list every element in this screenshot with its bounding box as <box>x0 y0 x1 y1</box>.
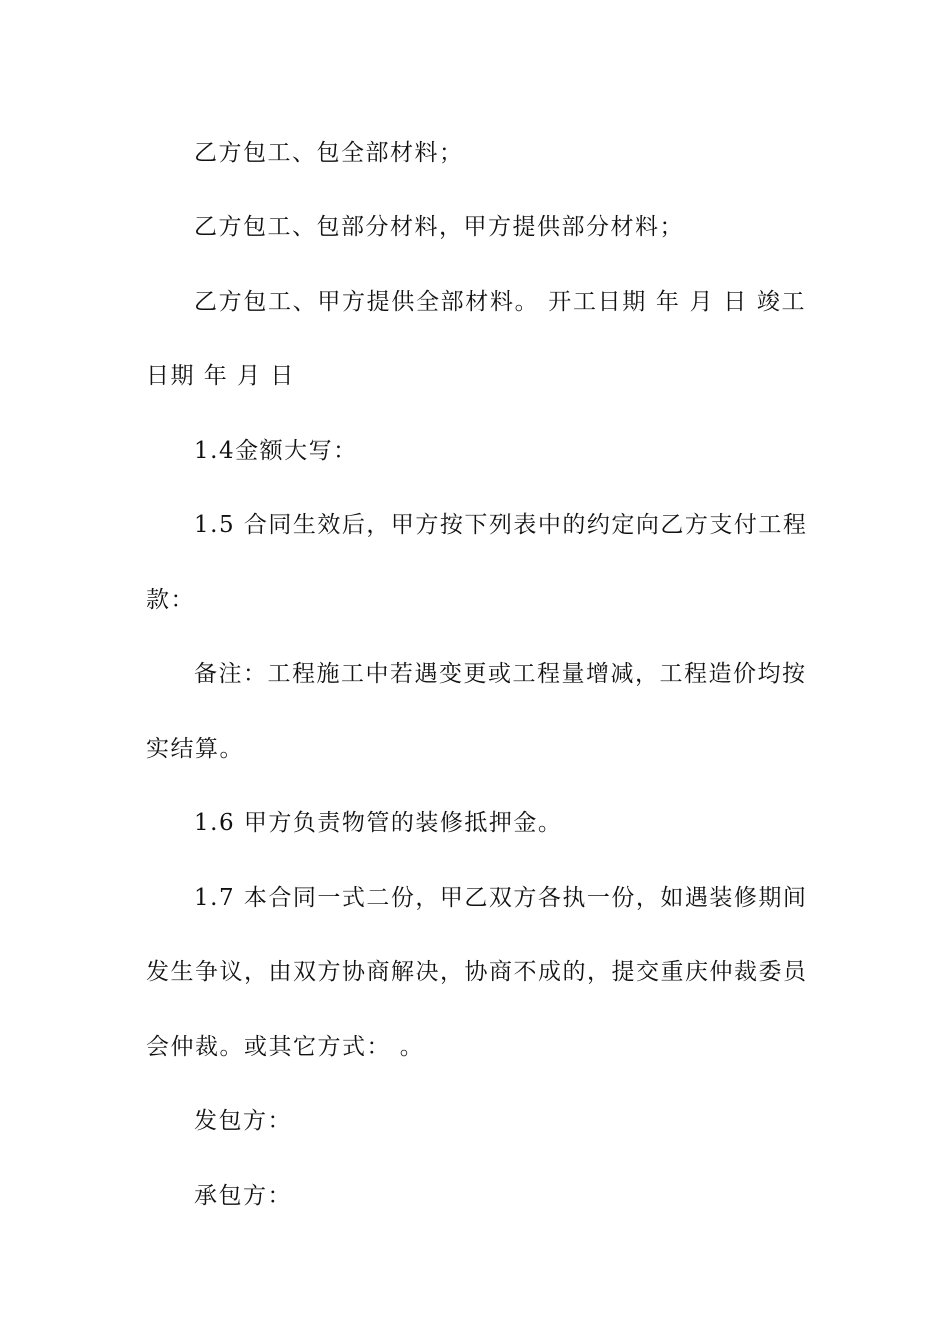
text-line-remark-cont: 实结算。 <box>146 736 244 762</box>
text-line-arbitration: 会仲裁。或其它方式： 。 <box>146 1034 425 1060</box>
text-line-amount-capital: 1.4金额大写： <box>194 438 358 464</box>
text-line-dispute: 发生争议，由双方协商解决，协商不成的，提交重庆仲裁委员 <box>146 959 808 985</box>
text-line-contractor-partial-materials: 乙方包工、包部分材料，甲方提供部分材料； <box>194 214 684 240</box>
text-line-contractor-label: 承包方： <box>194 1183 292 1209</box>
text-line-copies: 1.7 本合同一式二份，甲乙双方各执一份，如遇装修期间 <box>194 885 808 911</box>
text-line-payment-terms: 1.5 合同生效后，甲方按下列表中的约定向乙方支付工程 <box>194 512 808 538</box>
text-line-client-full-materials: 乙方包工、甲方提供全部材料。 开工日期 年 月 日 竣工 <box>194 289 806 315</box>
text-line-contractor-full-materials: 乙方包工、包全部材料； <box>194 140 464 166</box>
text-line-deposit: 1.6 甲方负责物管的装修抵押金。 <box>194 810 563 836</box>
text-line-employer-label: 发包方： <box>194 1108 292 1134</box>
text-line-remark: 备注：工程施工中若遇变更或工程量增减，工程造价均按 <box>194 661 807 687</box>
text-line-payment-terms-cont: 款： <box>146 587 195 613</box>
text-line-completion-date: 日期 年 月 日 <box>146 363 295 389</box>
